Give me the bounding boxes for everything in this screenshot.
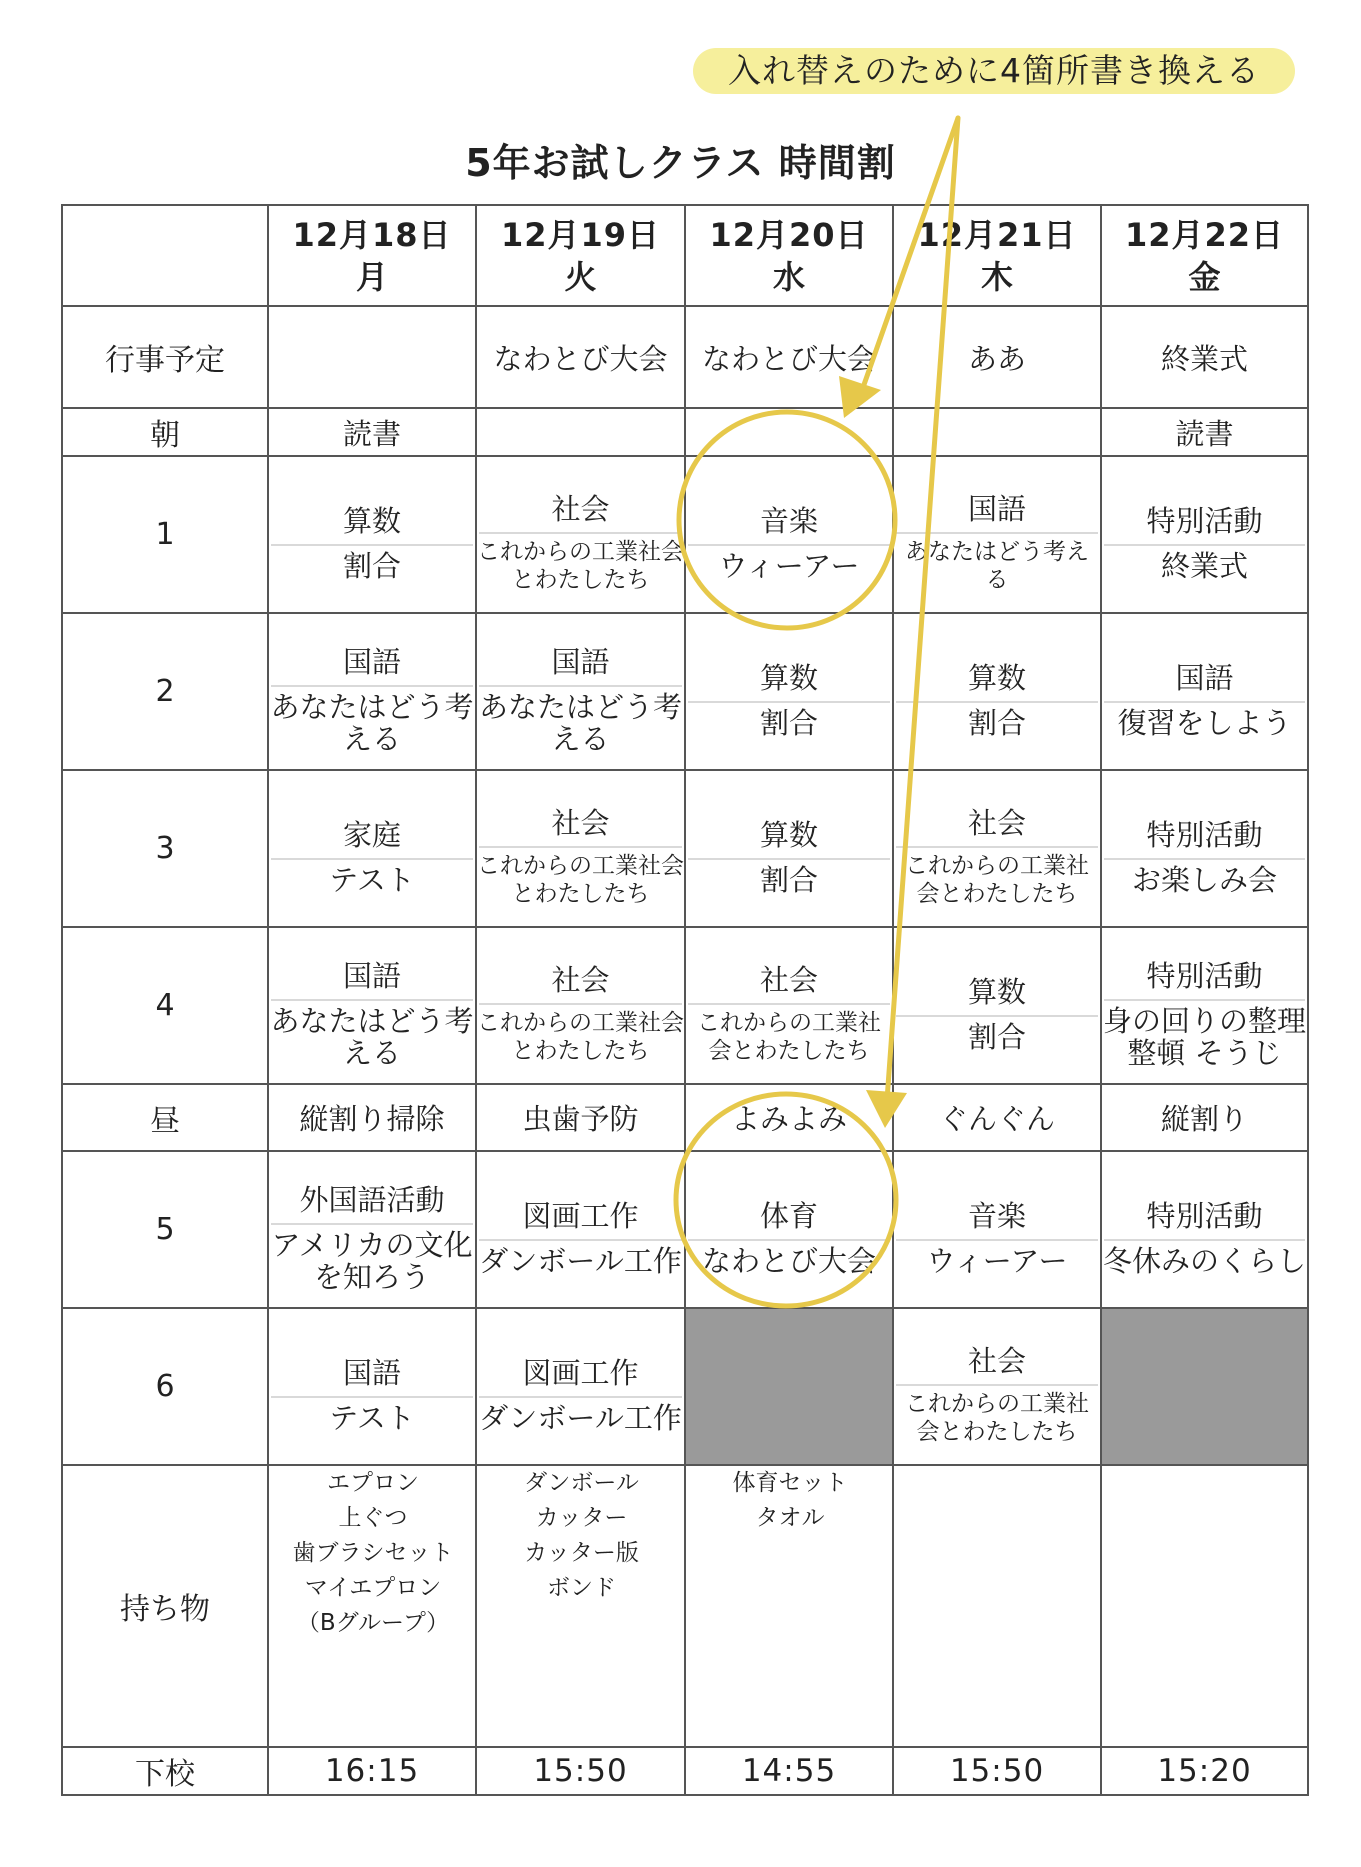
- dismissal-time: 16:15: [268, 1747, 476, 1795]
- unit-label: アメリカの文化を知ろう: [271, 1227, 473, 1294]
- lesson-cell: [685, 613, 893, 770]
- subject-label: 特別活動: [1146, 958, 1263, 993]
- event-cell: 終業式: [1101, 306, 1308, 408]
- items-row: [62, 1465, 1308, 1747]
- unit-label: ダンボール工作: [479, 1400, 682, 1435]
- item-text: カッター版: [524, 1540, 639, 1566]
- lunch-cell: よみよみ: [685, 1084, 893, 1151]
- lesson-cell: [685, 1151, 893, 1308]
- lesson-cell: [476, 770, 685, 927]
- lunch-cell: ぐんぐん: [893, 1084, 1101, 1151]
- weekday-label: 月: [355, 257, 388, 296]
- row-label-dismissal: 下校: [62, 1747, 268, 1795]
- subject-label: 外国語活動: [299, 1182, 445, 1217]
- item-text: マイエプロン: [304, 1575, 442, 1601]
- unit-label: ダンボール工作: [479, 1243, 682, 1278]
- unit-label: 終業式: [1160, 548, 1248, 583]
- morning-cell: 読書: [268, 408, 476, 456]
- subject-label: 社会: [551, 491, 610, 526]
- unit-label: あなたはどう考える: [270, 1003, 474, 1070]
- weekday-label: 火: [564, 257, 597, 296]
- date-label: 12月19日: [500, 215, 661, 254]
- subject-label: 社会: [551, 805, 610, 840]
- subject-label: 音楽: [759, 503, 818, 538]
- unit-label: これからの工業社会とわたしたち: [477, 538, 684, 593]
- unit-label: テスト: [329, 862, 415, 897]
- lesson-cell: [685, 770, 893, 927]
- items-cell: [1101, 1465, 1308, 1747]
- lesson-cell: [476, 613, 685, 770]
- date-label: 12月22日: [1124, 215, 1285, 254]
- subject-label: 特別活動: [1146, 503, 1263, 538]
- subject-label: 家庭: [342, 817, 401, 852]
- dismissal-time: 15:20: [1101, 1747, 1308, 1795]
- lesson-cell: [893, 456, 1101, 613]
- subject-label: 社会: [967, 805, 1026, 840]
- morning-row: [62, 408, 1308, 456]
- unit-label: 復習をしよう: [1117, 705, 1292, 740]
- subject-label: 算数: [759, 817, 818, 852]
- day-header: [685, 205, 893, 306]
- unit-label: 冬休みのくらし: [1102, 1243, 1306, 1278]
- unit-label: これからの工業社会とわたしたち: [905, 1390, 1089, 1445]
- event-cell: ああ: [893, 306, 1101, 408]
- event-cell: [268, 306, 476, 408]
- subject-label: 特別活動: [1146, 1198, 1263, 1233]
- day-header: [476, 205, 685, 306]
- unit-label: これからの工業社会とわたしたち: [697, 1009, 881, 1064]
- unit-label: 割合: [759, 862, 818, 897]
- lesson-cell: [476, 456, 685, 613]
- unit-label: あなたはどう考える: [270, 689, 474, 756]
- dismissal-time: 15:50: [476, 1747, 685, 1795]
- lesson-cell: [476, 1151, 685, 1308]
- lesson-cell: [893, 1308, 1101, 1465]
- period-row-1: [62, 456, 1308, 613]
- day-header: [1101, 205, 1308, 306]
- unit-label: 割合: [342, 548, 401, 583]
- events-row: [62, 306, 1308, 408]
- row-label-period: 1: [62, 456, 268, 613]
- subject-label: 体育: [759, 1198, 818, 1233]
- page-title: 5年お試しクラス 時間割: [465, 141, 896, 185]
- items-cell: [685, 1465, 893, 1747]
- row-label-period: 6: [62, 1308, 268, 1465]
- unit-label: 割合: [967, 1019, 1026, 1054]
- item-text: 歯ブラシセット: [292, 1540, 454, 1566]
- unit-label: 割合: [759, 705, 818, 740]
- items-cell: [476, 1465, 685, 1747]
- lunch-cell: 縦割り掃除: [268, 1084, 476, 1151]
- timetable: [61, 204, 1309, 1796]
- unit-label: お楽しみ会: [1131, 862, 1277, 897]
- subject-label: 算数: [342, 503, 401, 538]
- lesson-cell: [1101, 456, 1308, 613]
- lesson-cell: [685, 456, 893, 613]
- lesson-cell: [476, 927, 685, 1084]
- lesson-cell: [268, 770, 476, 927]
- lunch-cell: 虫歯予防: [476, 1084, 685, 1151]
- item-text: エプロン: [327, 1470, 419, 1496]
- row-label-period: 3: [62, 770, 268, 927]
- empty-lesson-cell: [1101, 1308, 1308, 1465]
- subject-label: 算数: [759, 660, 818, 695]
- unit-label: これからの工業社会とわたしたち: [477, 852, 684, 907]
- annotation-note: 入れ替えのために4箇所書き換える: [693, 48, 1295, 94]
- morning-cell: [893, 408, 1101, 456]
- unit-label: あなたはどう考える: [905, 538, 1089, 593]
- subject-label: 国語: [967, 491, 1026, 526]
- date-label: 12月21日: [917, 215, 1077, 254]
- lesson-cell: [893, 1151, 1101, 1308]
- period-row-6: [62, 1308, 1308, 1465]
- event-cell: なわとび大会: [685, 306, 893, 408]
- dismissal-time: 14:55: [685, 1747, 893, 1795]
- row-label-morning: 朝: [62, 408, 268, 456]
- unit-label: 割合: [967, 705, 1026, 740]
- row-label-period: 2: [62, 613, 268, 770]
- subject-label: 国語: [342, 1355, 401, 1390]
- item-text: 体育セット: [732, 1470, 848, 1496]
- period-row-5: [62, 1151, 1308, 1308]
- dismissal-row: [62, 1747, 1308, 1795]
- lesson-cell: [893, 770, 1101, 927]
- day-header: [893, 205, 1101, 306]
- period-row-3: [62, 770, 1308, 927]
- unit-label: 身の回りの整理整頓 そうじ: [1102, 1003, 1306, 1070]
- unit-label: テスト: [329, 1400, 415, 1435]
- weekday-label: 金: [1188, 257, 1221, 296]
- morning-cell: 読書: [1101, 408, 1308, 456]
- subject-label: 国語: [342, 958, 401, 993]
- items-cell: [893, 1465, 1101, 1747]
- lesson-cell: [476, 1308, 685, 1465]
- lesson-cell: [1101, 927, 1308, 1084]
- item-text: ボンド: [547, 1575, 616, 1601]
- lesson-cell: [268, 1308, 476, 1465]
- unit-label: ウィーアー: [718, 548, 860, 583]
- date-label: 12月18日: [292, 215, 452, 254]
- lesson-cell: [893, 927, 1101, 1084]
- items-cell: [268, 1465, 476, 1747]
- subject-label: 社会: [967, 1343, 1026, 1378]
- weekday-label: 木: [980, 257, 1013, 296]
- subject-label: 社会: [759, 962, 818, 997]
- lesson-cell: [1101, 770, 1308, 927]
- empty-lesson-cell: [685, 1308, 893, 1465]
- period-row-2: [62, 613, 1308, 770]
- row-label-lunch: 昼: [62, 1084, 268, 1151]
- lesson-cell: [685, 927, 893, 1084]
- subject-label: 音楽: [967, 1198, 1026, 1233]
- event-cell: なわとび大会: [476, 306, 685, 408]
- row-label-items: 持ち物: [62, 1465, 268, 1747]
- lesson-cell: [1101, 1151, 1308, 1308]
- row-label-period: 4: [62, 927, 268, 1084]
- unit-label: なわとび大会: [701, 1243, 876, 1278]
- weekday-label: 水: [772, 257, 805, 296]
- lesson-cell: [268, 613, 476, 770]
- row-label-events: 行事予定: [62, 306, 268, 408]
- item-text: カッター: [535, 1505, 628, 1531]
- date-label: 12月20日: [709, 215, 869, 254]
- row-label-period: 5: [62, 1151, 268, 1308]
- lunch-cell: 縦割り: [1101, 1084, 1308, 1151]
- subject-label: 国語: [342, 644, 401, 679]
- subject-label: 社会: [551, 962, 610, 997]
- lesson-cell: [1101, 613, 1308, 770]
- period-row-4: [62, 927, 1308, 1084]
- unit-label: ウィーアー: [926, 1243, 1068, 1278]
- unit-label: これからの工業社会とわたしたち: [905, 852, 1089, 907]
- item-text: 上ぐつ: [338, 1505, 408, 1531]
- lunch-row: [62, 1084, 1308, 1151]
- unit-label: これからの工業社会とわたしたち: [477, 1009, 684, 1064]
- subject-label: 図画工作: [522, 1355, 639, 1390]
- subject-label: 算数: [967, 974, 1026, 1009]
- subject-label: 国語: [1175, 660, 1234, 695]
- lesson-cell: [893, 613, 1101, 770]
- subject-label: 算数: [967, 660, 1026, 695]
- header-row: [62, 205, 1308, 306]
- subject-label: 国語: [551, 644, 610, 679]
- unit-label: あなたはどう考える: [478, 689, 682, 756]
- corner-cell: [62, 205, 268, 306]
- item-text: ダンボール: [524, 1470, 639, 1496]
- lesson-cell: [268, 456, 476, 613]
- dismissal-time: 15:50: [893, 1747, 1101, 1795]
- subject-label: 図画工作: [522, 1198, 639, 1233]
- morning-cell: [476, 408, 685, 456]
- item-text: タオル: [755, 1505, 825, 1531]
- morning-cell: [685, 408, 893, 456]
- lesson-cell: [268, 1151, 476, 1308]
- subject-label: 特別活動: [1146, 817, 1263, 852]
- day-header: [268, 205, 476, 306]
- item-text: （Bグループ）: [296, 1610, 450, 1636]
- lesson-cell: [268, 927, 476, 1084]
